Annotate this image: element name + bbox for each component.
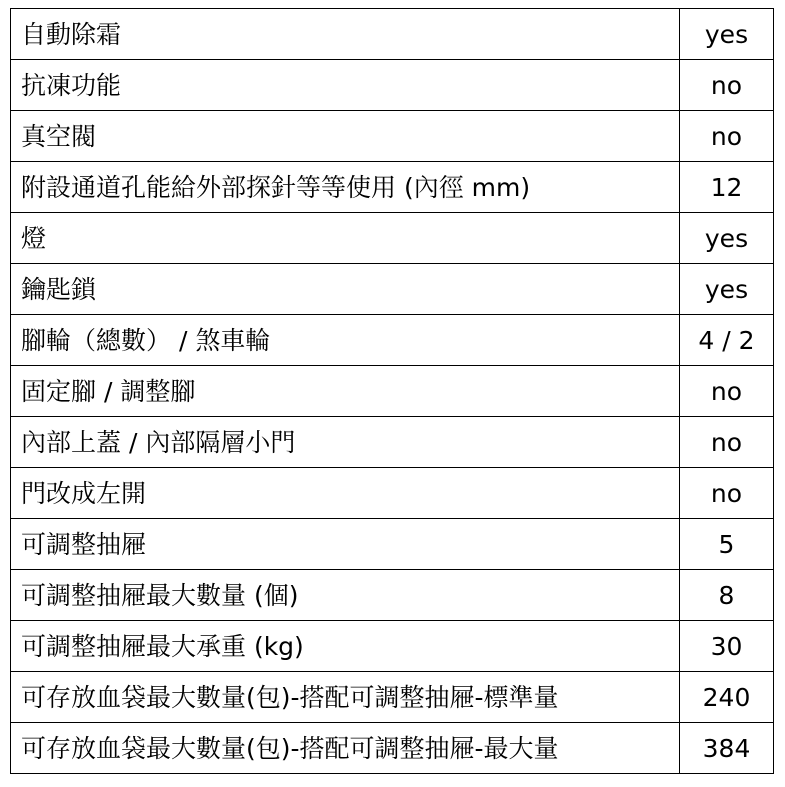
table-row xyxy=(11,264,774,315)
row-value: yes xyxy=(680,213,774,264)
row-label: 自動除霜 xyxy=(11,9,680,60)
table-row xyxy=(11,315,774,366)
row-value: 8 xyxy=(680,570,774,621)
row-value: no xyxy=(680,366,774,417)
row-label: 鑰匙鎖 xyxy=(11,264,680,315)
table-row xyxy=(11,468,774,519)
table-row xyxy=(11,9,774,60)
row-label: 內部上蓋 / 內部隔層小門 xyxy=(11,417,680,468)
table-row xyxy=(11,213,774,264)
table-row xyxy=(11,672,774,723)
table-row xyxy=(11,621,774,672)
row-label: 抗凍功能 xyxy=(11,60,680,111)
row-value: 384 xyxy=(680,723,774,774)
row-value: no xyxy=(680,417,774,468)
table-row xyxy=(11,723,774,774)
spec-table xyxy=(10,8,774,774)
row-value: yes xyxy=(680,264,774,315)
row-label: 可調整抽屜 xyxy=(11,519,680,570)
row-label: 燈 xyxy=(11,213,680,264)
table-row xyxy=(11,366,774,417)
row-label: 附設通道孔能給外部探針等等使用 (內徑 mm) xyxy=(11,162,680,213)
table-row xyxy=(11,417,774,468)
row-value: 240 xyxy=(680,672,774,723)
spec-table-body xyxy=(11,9,774,774)
row-value: 5 xyxy=(680,519,774,570)
table-row xyxy=(11,60,774,111)
row-label: 真空閥 xyxy=(11,111,680,162)
table-row xyxy=(11,519,774,570)
row-value: 4 / 2 xyxy=(680,315,774,366)
row-label: 可調整抽屜最大承重 (kg) xyxy=(11,621,680,672)
row-label: 門改成左開 xyxy=(11,468,680,519)
row-label: 可存放血袋最大數量(包)-搭配可調整抽屜-最大量 xyxy=(11,723,680,774)
row-value: no xyxy=(680,111,774,162)
row-value: yes xyxy=(680,9,774,60)
table-row xyxy=(11,111,774,162)
row-label: 固定腳 / 調整腳 xyxy=(11,366,680,417)
row-label: 腳輪（總數） / 煞車輪 xyxy=(11,315,680,366)
row-label: 可調整抽屜最大數量 (個) xyxy=(11,570,680,621)
row-value: no xyxy=(680,468,774,519)
row-value: 30 xyxy=(680,621,774,672)
table-row xyxy=(11,162,774,213)
row-value: 12 xyxy=(680,162,774,213)
row-label: 可存放血袋最大數量(包)-搭配可調整抽屜-標準量 xyxy=(11,672,680,723)
table-row xyxy=(11,570,774,621)
row-value: no xyxy=(680,60,774,111)
